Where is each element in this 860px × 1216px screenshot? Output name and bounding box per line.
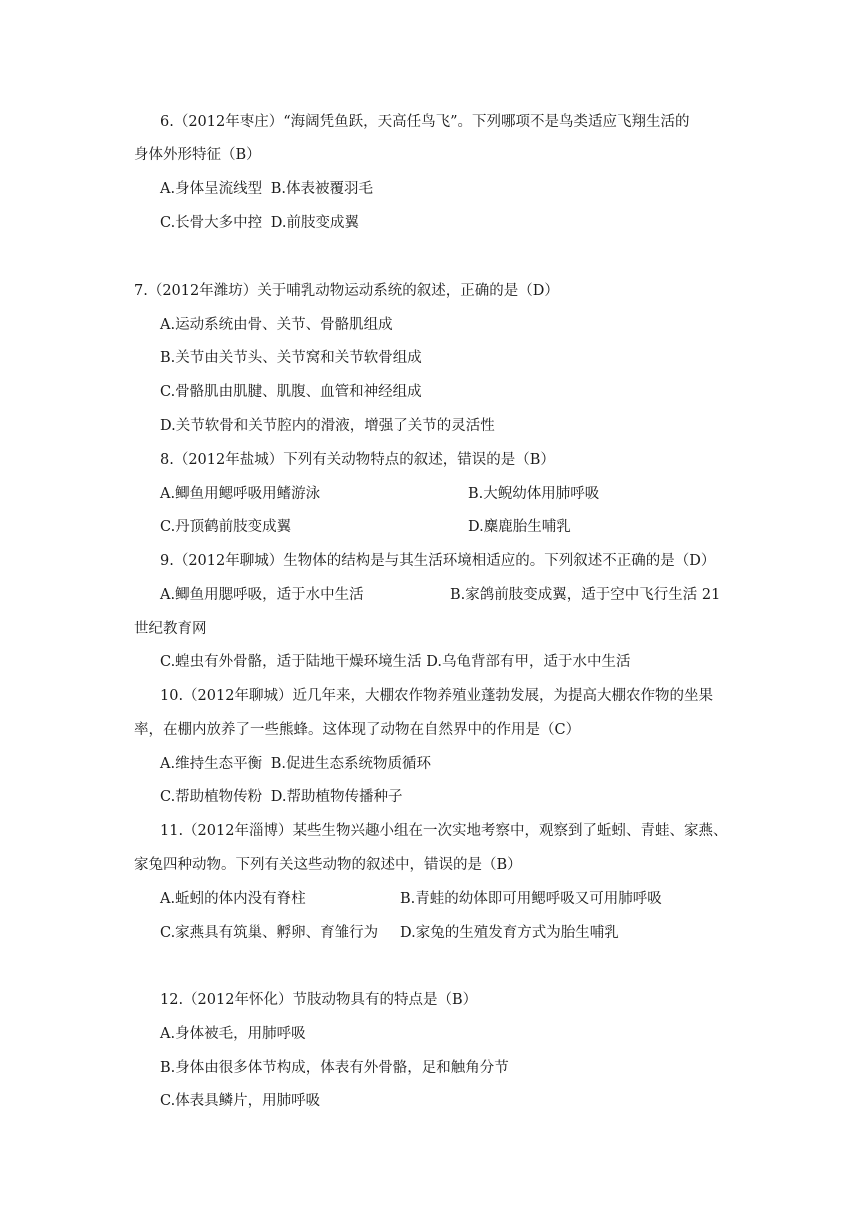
- q8-option-d: D.麋鹿胎生哺乳: [468, 519, 571, 535]
- q7-option-c: C.骨骼肌由肌腱、肌腹、血管和神经组成: [160, 384, 422, 400]
- q11-stem-line2: 家兔四种动物。下列有关这些动物的叙述中，错误的是（B）: [134, 857, 522, 873]
- q10-stem-line1: 10.（2012年聊城）近几年来，大棚农作物养殖业蓬勃发展，为提高大棚农作物的坐果: [160, 688, 713, 704]
- q11-option-b: B.青蛙的幼体即可用鳃呼吸又可用肺呼吸: [400, 891, 662, 907]
- q9-option-b: B.家鸽前肢变成翼，适于空中飞行生活 21: [450, 587, 721, 603]
- q6-options-row1: A.身体呈流线型 B.体表被覆羽毛: [160, 181, 373, 197]
- q6-stem-line2: 身体外形特征（B）: [134, 147, 261, 163]
- q10-stem-line2: 率，在棚内放养了一些熊蜂。这体现了动物在自然界中的作用是（C）: [134, 722, 581, 738]
- q8-stem: 8.（2012年盐城）下列有关动物特点的叙述，错误的是（B）: [160, 452, 555, 468]
- q10-options-row2: C.帮助植物传粉 D.帮助植物传播种子: [160, 789, 403, 805]
- q12-option-a: A.身体被毛，用肺呼吸: [160, 1026, 306, 1042]
- q9-options-cd: C.蝗虫有外骨骼，适于陆地干燥环境生活 D.乌龟背部有甲，适于水中生活: [160, 654, 631, 670]
- q7-option-d: D.关节软骨和关节腔内的滑液，增强了关节的灵活性: [160, 418, 495, 434]
- q11-option-a: A.蚯蚓的体内没有脊柱: [160, 891, 306, 907]
- q11-option-d: D.家兔的生殖发育方式为胎生哺乳: [400, 925, 619, 941]
- q6-stem-line1: 6.（2012年枣庄）“海阔凭鱼跃，天高任鸟飞”。下列哪项不是鸟类适应飞翔生活的: [160, 114, 690, 130]
- q9-option-a: A.鲫鱼用腮呼吸，适于水中生活: [160, 587, 364, 603]
- q8-option-c: C.丹顶鹤前肢变成翼: [160, 519, 292, 535]
- q12-option-b: B.身体由很多体节构成，体表有外骨骼，足和触角分节: [160, 1060, 509, 1076]
- q7-stem: 7.（2012年潍坊）关于哺乳动物运动系统的叙述，正确的是（D）: [134, 283, 559, 299]
- q7-option-b: B.关节由关节头、关节窝和关节软骨组成: [160, 350, 422, 366]
- q9-option-b-continuation: 世纪教育网: [134, 621, 207, 637]
- q10-options-row1: A.维持生态平衡 B.促进生态系统物质循环: [160, 756, 431, 772]
- q11-option-c: C.家燕具有筑巢、孵卵、育雏行为: [160, 925, 379, 941]
- q8-option-a: A.鲫鱼用鳃呼吸用鳍游泳: [160, 486, 321, 502]
- q8-option-b: B.大鲵幼体用肺呼吸: [468, 486, 600, 502]
- q11-stem-line1: 11.（2012年淄博）某些生物兴趣小组在一次实地考察中，观察到了蚯蚓、青蛙、家燕、: [160, 823, 728, 839]
- q9-stem: 9.（2012年聊城）生物体的结构是与其生活环境相适应的。下列叙述不正确的是（D）: [160, 553, 716, 569]
- q6-options-row2: C.长骨大多中控 D.前肢变成翼: [160, 215, 360, 231]
- q12-stem: 12.（2012年怀化）节肢动物具有的特点是（B）: [160, 992, 478, 1008]
- q12-option-c: C.体表具鳞片，用肺呼吸: [160, 1093, 321, 1109]
- q7-option-a: A.运动系统由骨、关节、骨骼肌组成: [160, 317, 393, 333]
